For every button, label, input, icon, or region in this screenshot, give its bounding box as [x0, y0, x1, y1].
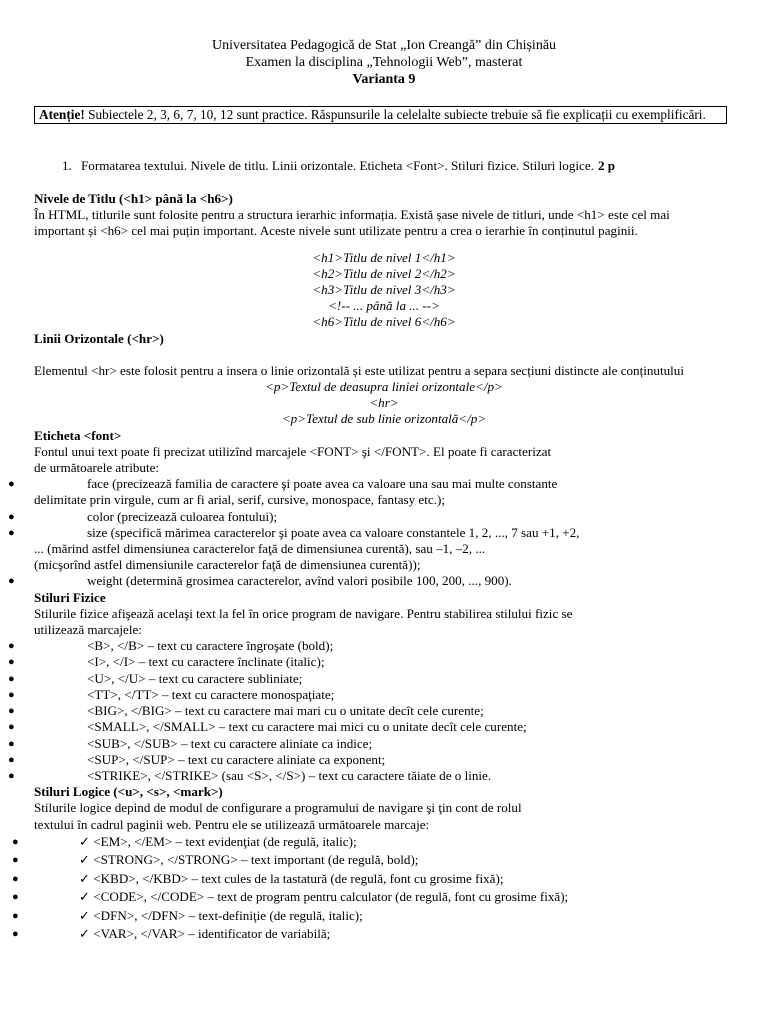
list-item: ● ✓ <STRONG>, </STRONG> – text important (de regulă, bold); [34, 851, 734, 870]
bullet-icon: ● [12, 872, 19, 885]
paragraph: important și <h6> cel mai puțin important. Aceste nivele sunt utilizate pentru a crea o ierarhie în conținutul paginii. [34, 223, 638, 239]
bullet-icon: ● [8, 478, 15, 491]
list-item: ● ✓ <CODE>, </CODE> – text de program pentru calculator (de regulă, font cu grosime fixă); [34, 888, 734, 907]
section-heading-font: Eticheta <font> [34, 427, 122, 443]
list-item: ● <U>, </U> – text cu caractere subliniate; [8, 670, 303, 686]
bullet-icon: ● [8, 769, 15, 782]
bullet-icon: ● [8, 737, 15, 750]
question-points: 2 p [597, 158, 616, 173]
variant-label: Varianta 9 [352, 72, 416, 87]
paragraph: Fontul unui text poate fi precizat utilizînd marcajele <FONT> şi </FONT>. El poate fi caracterizat [34, 443, 552, 459]
bullet-icon: ● [12, 909, 19, 922]
bullet-icon: ● [12, 854, 19, 867]
bullet-icon: ● [8, 656, 15, 669]
list-item: ● <B>, </B> – text cu caractere îngroşate (bold); [8, 638, 334, 654]
paragraph: de următoarele atribute: [34, 460, 160, 476]
notice-text: Subiectele 2, 3, 6, 7, 10, 12 sunt practice. Răspunsurile la celelalte subiecte trebuie să fie explicații cu exemplificări. [84, 107, 706, 122]
code-line: <p>Textul de deasupra liniei orizontale</p> [265, 379, 503, 395]
paragraph: utilizează marcajele: [34, 622, 142, 638]
question-text: Formatarea textului. Nivele de titlu. Linii orizontale. Eticheta <Font>. Stiluri fizice. Stiluri logice. [81, 158, 594, 173]
paragraph: textului în cadrul paginii web. Pentru ele se utilizează următoarele marcaje: [34, 816, 430, 832]
bullet-icon: ● [8, 753, 15, 766]
code-line: <h1>Titlu de nivel 1</h1> [312, 249, 456, 265]
notice-box [34, 106, 727, 124]
bullet-icon: ● [8, 510, 15, 523]
paragraph: Stilurile fizice afişează acelaşi text la fel în orice program de navigare. Pentru stabilirea stilului fizic se [34, 605, 573, 621]
paragraph: Elementul <hr> este folosit pentru a insera o linie orizontală și este utilizat pentru a separa secțiuni distincte ale conținutului [34, 362, 684, 378]
code-line: <hr> [369, 395, 399, 411]
list-item: ● <TT>, </TT> – text cu caractere monospaţiate; [8, 686, 335, 702]
list-item: ● ✓ <VAR>, </VAR> – identificator de variabilă; [34, 925, 734, 944]
paragraph: Stilurile logice depind de modul de configurare a programului de navigare şi ţin cont de rolul [34, 800, 522, 816]
notice-bold: Atenție! [39, 107, 85, 122]
bullet-icon: ● [8, 688, 15, 701]
list-item: ● face (precizează familia de caractere şi poate avea ca valoare una sau mai multe constante [8, 476, 558, 492]
list-item: ● <STRIKE>, </STRIKE> (sau <S>, </S>) – text cu caractere tăiate de o linie. [8, 767, 492, 783]
list-item: ● weight (determină grosimea caracterelor, avînd valori posibile 100, 200, ..., 900). [8, 573, 512, 589]
list-item: ● <I>, </I> – text cu caractere înclinate (italic); [8, 654, 325, 670]
bullet-icon: ● [12, 891, 19, 904]
section-heading-logical: Stiluri Logice (<u>, <s>, <mark>) [34, 784, 223, 800]
university-name: Universitatea Pedagogică de Stat „Ion Creangă” din Chișinău [211, 38, 557, 53]
list-item: ● color (precizează culoarea fontului); [8, 508, 278, 524]
list-item: ● ✓ <EM>, </EM> – text evidenţiat (de regulă, italic); [34, 833, 734, 852]
paragraph: delimitate prin virgule, cum ar fi arial, serif, cursive, monospace, fantasy etc.); [34, 492, 445, 508]
paragraph: ... (mărind astfel dimensiunea caracterelor faţă de dimensiunea curentă), sau –1, –2, ... [34, 541, 486, 557]
list-item: ● <SMALL>, </SMALL> – text cu caractere mai mici cu o unitate decît cele curente; [8, 719, 527, 735]
code-line: <!-- ... până la ... --> [328, 298, 440, 314]
question-number: 1. [62, 158, 72, 173]
document-header [0, 37, 768, 88]
logical-style-list [12, 833, 734, 944]
section-heading-physical: Stiluri Fizice [34, 589, 106, 605]
code-line: <h6>Titlu de nivel 6</h6> [312, 314, 456, 330]
paragraph: În HTML, titlurile sunt folosite pentru a structura ierarhic informația. Există șase nivele de titluri, unde <h1> este cel mai [34, 207, 670, 223]
section-heading-levels: Nivele de Titlu (<h1> până la <h6>) [34, 191, 233, 206]
section-heading-hr: Linii Orizontale (<hr>) [34, 330, 164, 346]
paragraph: (micşorînd astfel dimensiunile caracterelor faţă de dimensiunea curentă)); [34, 557, 421, 573]
bullet-icon: ● [8, 640, 15, 653]
bullet-icon: ● [12, 928, 19, 941]
code-line: <h2>Titlu de nivel 2</h2> [312, 265, 456, 281]
list-item: ● size (specifică mărimea caracterelor şi poate avea ca valoare constantele 1, 2, ..., 7 sau +1, +2, [8, 524, 580, 540]
list-item: ● <SUP>, </SUP> – text cu caractere aliniate ca exponent; [8, 751, 386, 767]
list-item: ● <SUB>, </SUB> – text cu caractere aliniate ca indice; [8, 735, 373, 751]
physical-style-list [8, 638, 734, 784]
list-item: ● <BIG>, </BIG> – text cu caractere mai mari cu o unitate decît cele curente; [8, 703, 484, 719]
bullet-icon: ● [8, 526, 15, 539]
code-line: <h3>Titlu de nivel 3</h3> [312, 282, 456, 298]
answer-body [8, 191, 734, 944]
font-attribute-list [8, 476, 734, 492]
list-item: ● ✓ <KBD>, </KBD> – text cules de la tastatură (de regulă, font cu grosime fixă); [34, 870, 734, 889]
code-line: <p>Textul de sub linie orizontală</p> [281, 411, 487, 427]
bullet-icon: ● [8, 705, 15, 718]
bullet-icon: ● [8, 575, 15, 588]
exam-title: Examen la disciplina „Tehnologii Web”, masterat [245, 55, 523, 70]
bullet-icon: ● [12, 835, 19, 848]
bullet-icon: ● [8, 721, 15, 734]
question-1 [62, 158, 615, 174]
bullet-icon: ● [8, 672, 15, 685]
list-item: ● ✓ <DFN>, </DFN> – text-definiţie (de regulă, italic); [34, 907, 734, 926]
